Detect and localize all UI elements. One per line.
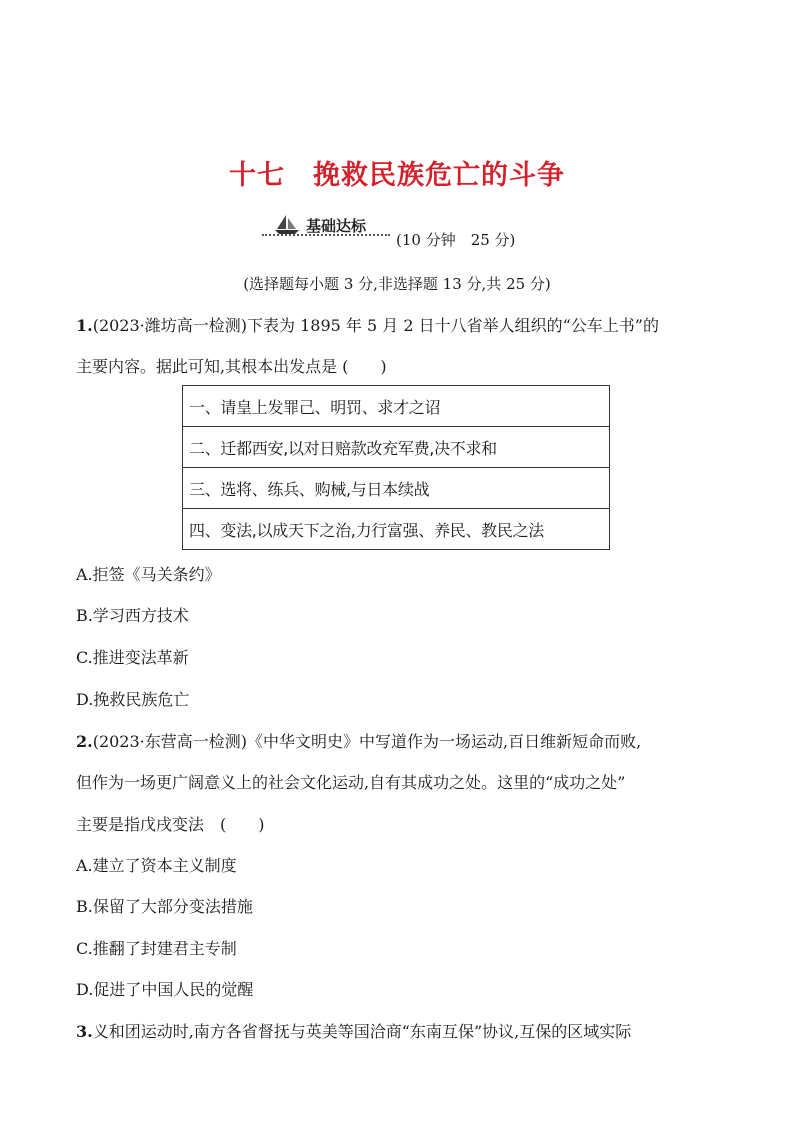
question-1-option-a[interactable]: A.拒签《马关条约》 [76, 565, 221, 584]
question-3-number: 3. [76, 1022, 93, 1041]
question-2-option-b[interactable]: B.保留了大部分变法措施 [76, 897, 253, 916]
section-header [262, 212, 562, 249]
question-2-option-d[interactable]: D.促进了中国人民的觉醒 [76, 980, 254, 999]
table-cell: 三、选将、练兵、购械,与日本续战 [183, 468, 610, 509]
page-title: 十七 挽救民族危亡的斗争 [229, 160, 565, 191]
table-cell: 一、请皇上发罪己、明罚、求才之诏 [183, 386, 610, 427]
question-1-option-c[interactable]: C.推进变法革新 [76, 648, 189, 667]
question-2-line-3: 主要是指戊戌变法 ( ) [76, 815, 265, 834]
table-row [183, 386, 610, 427]
sailboat-icon [274, 214, 300, 236]
question-1-table [182, 385, 610, 550]
table-row [183, 509, 610, 550]
section-badge-label: 基础达标 [306, 217, 367, 235]
table-cell: 二、迁都西安,以对日赔款改充军费,决不求和 [183, 427, 610, 468]
question-1-line-1 [76, 315, 659, 337]
question-3-text: 义和团运动时,南方各省督抚与英美等国洽商“东南互保”协议,互保的区域实际 [92, 1022, 632, 1041]
question-3-line-1 [76, 1021, 631, 1043]
table-cell: 四、变法,以成天下之治,力行富强、养民、教民之法 [183, 509, 610, 550]
question-1-line-2: 主要内容。据此可知,其根本出发点是 ( ) [76, 357, 387, 376]
question-2-line-2: 但作为一场更广阔意义上的社会文化运动,自有其成功之处。这里的“成功之处” [76, 773, 626, 792]
question-2-text: (2023·东营高一检测)《中华文明史》中写道作为一场运动,百日维新短命而败, [92, 732, 642, 751]
table-row [183, 427, 610, 468]
question-1-number: 1. [76, 316, 93, 335]
table-row [183, 468, 610, 509]
question-1-option-b[interactable]: B.学习西方技术 [76, 606, 189, 625]
question-2-line-1 [76, 731, 641, 753]
question-2-number: 2. [76, 732, 93, 751]
question-2-option-c[interactable]: C.推翻了封建君主专制 [76, 939, 237, 958]
scoring-note: (选择题每小题 3 分,非选择题 13 分,共 25 分) [243, 275, 551, 293]
question-1-text: (2023·潍坊高一检测)下表为 1895 年 5 月 2 日十八省举人组织的“公车上书”的 [92, 316, 659, 335]
question-1-option-d[interactable]: D.挽救民族危亡 [76, 690, 190, 709]
section-time: (10 分钟 25 分) [396, 231, 516, 249]
question-2-option-a[interactable]: A.建立了资本主义制度 [76, 856, 237, 875]
dotted-divider [262, 234, 390, 236]
